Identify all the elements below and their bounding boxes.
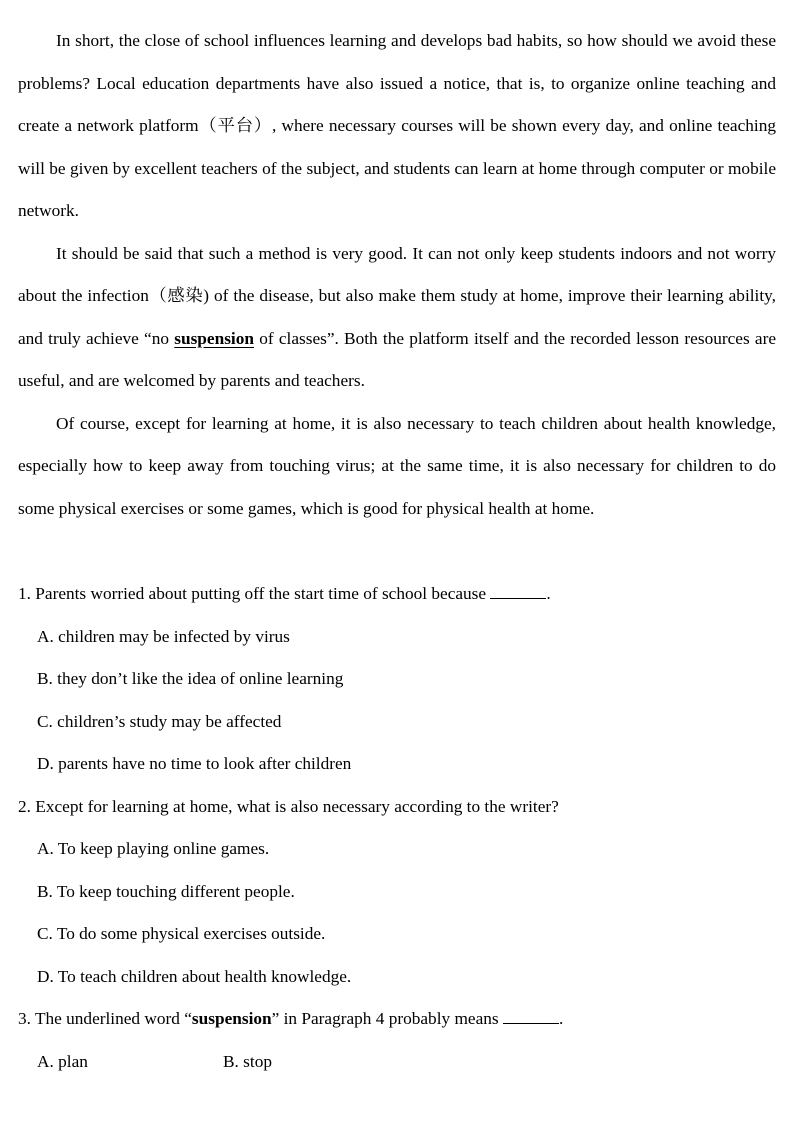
question-2-option-b: B. To keep touching different people. (37, 882, 295, 901)
paragraph-2-text-after: of classes”. Both the platform itself and the recorded lesson resources are useful, and are welcomed by parents and teachers. (18, 328, 776, 390)
question-3-stem (18, 1007, 563, 1031)
answer-blank (503, 1009, 559, 1024)
question-3-text-before: 3. The underlined word “ (18, 1009, 192, 1028)
question-2-option-d: D. To teach children about health knowledge. (37, 967, 352, 986)
question-1-stem (18, 582, 551, 606)
question-1-option-d: D. parents have no time to look after children (37, 754, 352, 773)
question-2-option-a: A. To keep playing online games. (37, 839, 270, 858)
question-1-option-b: B. they don’t like the idea of online learning (37, 669, 344, 688)
question-3-keyword: suspension (191, 1009, 272, 1028)
answer-blank (490, 584, 546, 599)
underlined-keyword: suspension (174, 328, 254, 348)
question-2-stem: 2. Except for learning at home, what is also necessary according to the writer? (18, 797, 559, 816)
question-3-option-a: A. plan (37, 1052, 88, 1071)
question-3-options-row (37, 1050, 272, 1074)
question-1-text: 1. Parents worried about putting off the start time of school because (18, 584, 487, 603)
passage-paragraph-1: In short, the close of school influences learning and develops bad habits, so how should we avoid these problems? Local education departments have also issued a notice, that is, to organize online teaching and create a network platform（平台）, where necessary courses will be shown every day, and online teaching will be given by excellent teachers of the subject, and students can learn at home through computer or mobile network. (18, 31, 776, 220)
question-3-option-b: B. stop (223, 1052, 272, 1071)
passage-paragraph-2 (18, 233, 776, 403)
question-1-end: . (546, 584, 551, 603)
paragraph-2-text-before: It should be said that such a method is very good. It can not only keep students indoors and not worry about the infection（感染) of the disease, but also make them study at home, improve their learning ability, and truly achieve “no (18, 243, 776, 348)
question-3-end: . (558, 1009, 564, 1028)
question-3-text-after: ” in Paragraph 4 probably means (271, 1009, 499, 1028)
question-1-option-c: C. children’s study may be affected (37, 712, 282, 731)
question-2-option-c: C. To do some physical exercises outside. (37, 924, 326, 943)
question-1-option-a: A. children may be infected by virus (37, 627, 290, 646)
passage-paragraph-3: Of course, except for learning at home, it is also necessary to teach children about health knowledge, especially how to keep away from touching virus; at the same time, it is also necessary for children to do some physical exercises or some games, which is good for physical health at home. (18, 413, 776, 518)
